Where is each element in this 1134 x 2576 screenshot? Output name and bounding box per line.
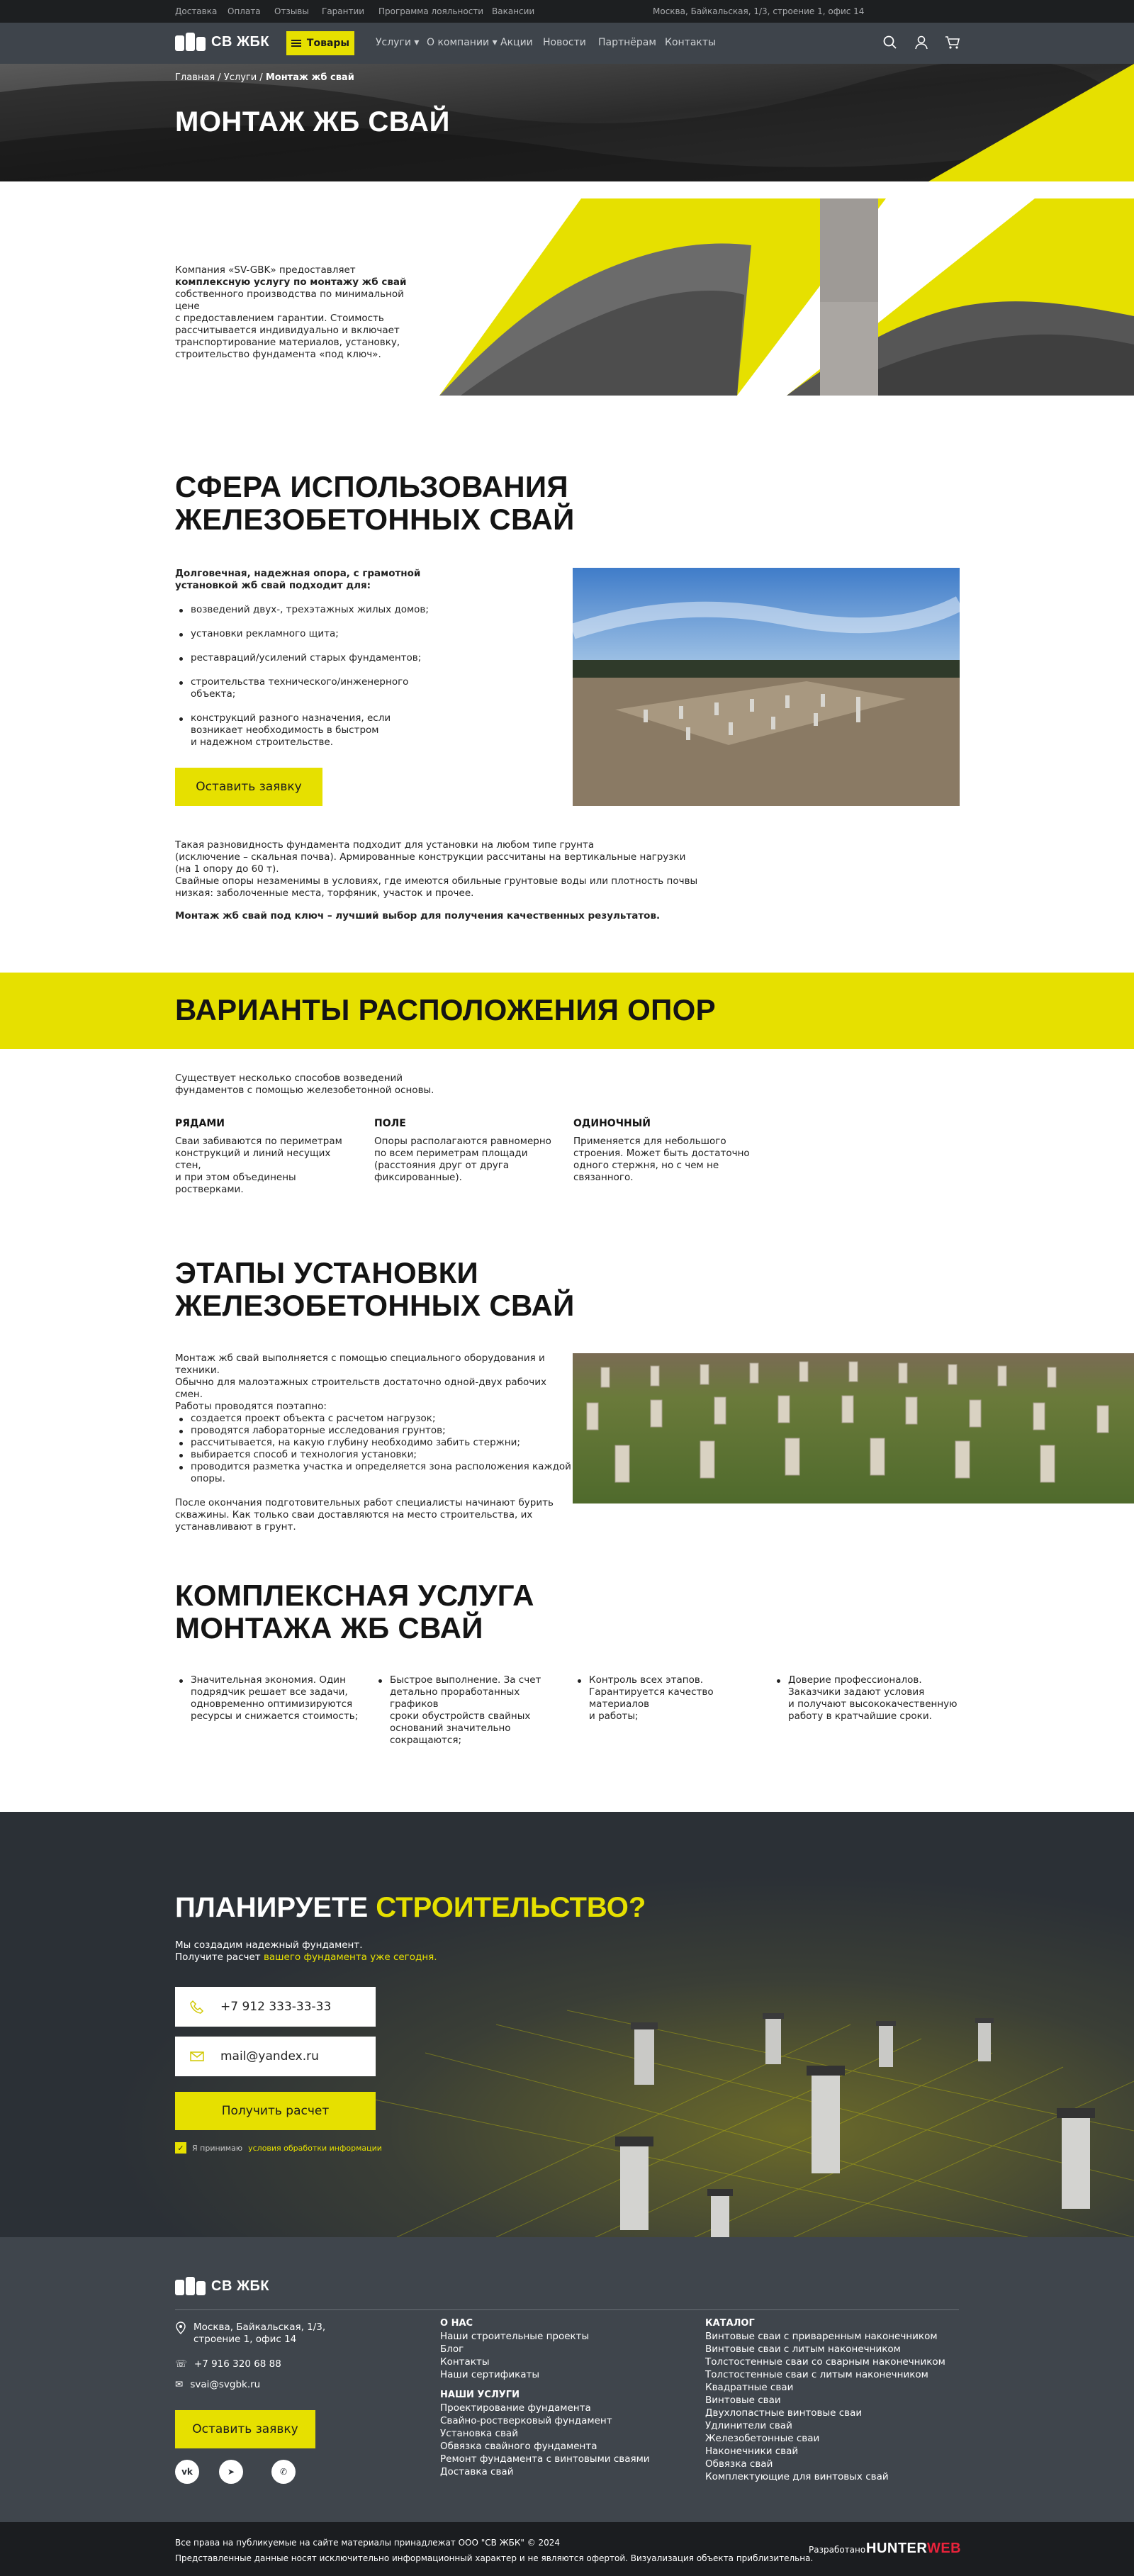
- footer-link[interactable]: Обвязка свайного фундамента: [440, 2441, 597, 2452]
- variant-column: [175, 1118, 359, 1196]
- stages-line: скважины. Как только сваи доставляются на место строительства, их: [175, 1509, 533, 1521]
- variants-title: ВАРИАНТЫ РАСПОЛОЖЕНИЯ ОПОР: [175, 993, 716, 1026]
- complex-item: [374, 1674, 564, 1747]
- list-item-line: одновременно оптимизируются: [191, 1698, 353, 1710]
- list-item-line: ресурсы и снижается стоимость;: [191, 1710, 359, 1722]
- list-item-line: работу в кратчайшие сроки.: [788, 1710, 932, 1722]
- scope-paragraph-line: низкая: заболоченные места, торфяник, участок и прочее.: [175, 887, 474, 899]
- footer-about-column: [440, 2318, 653, 2478]
- footer-phone[interactable]: [175, 2358, 281, 2370]
- scope-title-line: СФЕРА ИСПОЛЬЗОВАНИЯ: [175, 470, 568, 503]
- email-field[interactable]: [175, 2037, 376, 2076]
- list-item-line: Доверие профессионалов.: [788, 1674, 922, 1686]
- variant-heading: ПОЛЕ: [374, 1118, 406, 1129]
- hero-background-image: [0, 64, 1134, 181]
- copyright: Все права на публикуемые на сайте материалы принадлежат ООО "СВ ЖБК" © 2024: [175, 2538, 561, 2548]
- intro-text: [175, 264, 430, 361]
- complex-title-line: МОНТАЖА ЖБ СВАЙ: [175, 1611, 483, 1645]
- footer-link[interactable]: Установка свай: [440, 2428, 518, 2439]
- topbar-link-payment[interactable]: Оплата: [228, 6, 261, 16]
- cta-subtitle: [175, 1939, 437, 1964]
- scope-paragraph: [175, 839, 714, 900]
- list-item: [175, 628, 459, 640]
- list-item-line: оснований значительно: [390, 1723, 511, 1734]
- nav-services[interactable]: [376, 37, 419, 48]
- scope-title: [175, 471, 671, 536]
- list-item: [573, 1674, 763, 1723]
- stages-title-line: ЭТАПЫ УСТАНОВКИ: [175, 1256, 479, 1289]
- scope-paragraph-line: Такая разновидность фундамента подходит для установки на любом типе грунта: [175, 839, 595, 851]
- breadcrumb-separator: /: [218, 72, 224, 83]
- footer-link[interactable]: Железобетонные сваи: [705, 2433, 820, 2444]
- logo-text: СВ ЖБК: [211, 33, 270, 50]
- scope-photo: [573, 568, 960, 806]
- stages-line: устанавливают в грунт.: [175, 1521, 296, 1533]
- nav-about-label: О компании: [427, 37, 490, 48]
- variant-column: [374, 1118, 558, 1184]
- topbar-address: Москва, Байкальская, 1/3, строение 1, офис 14: [653, 6, 865, 16]
- variant-line: связанного.: [573, 1172, 634, 1183]
- intro-illustration: [439, 196, 1134, 397]
- scope-request-button[interactable]: Оставить заявку: [175, 768, 322, 806]
- topbar-link-reviews[interactable]: Отзывы: [274, 6, 309, 16]
- footer-email-value: svai@svgbk.ru: [190, 2379, 261, 2390]
- variants-intro: [175, 1073, 459, 1097]
- intro-line: Компания «SV-GBK» предоставляет: [175, 264, 356, 276]
- breadcrumb-separator: /: [259, 72, 266, 83]
- scope-paragraph-line: (исключение – скальная почва). Армированные конструкции рассчитаны на вертикальные нагрузки: [175, 851, 686, 863]
- topbar-link-guarantees[interactable]: Гарантии: [322, 6, 365, 16]
- cta-subtitle-line: Мы создадим надежный фундамент.: [175, 1939, 363, 1951]
- variants-banner: [0, 973, 1134, 1049]
- footer-services-head: НАШИ УСЛУГИ: [440, 2390, 520, 2400]
- mail-icon: [189, 2049, 205, 2064]
- variant-line: фиксированные).: [374, 1172, 462, 1183]
- list-item-line: строительства технического/инженерного: [191, 676, 409, 688]
- developed-label: Разработано: [809, 2545, 866, 2555]
- page-title: МОНТАЖ ЖБ СВАЙ: [175, 106, 450, 138]
- stages-list: [175, 1413, 572, 1485]
- nav-promotions[interactable]: Акции: [500, 37, 533, 48]
- cta-title-white: ПЛАНИРУЕТЕ: [175, 1892, 369, 1923]
- intro-line: собственного производства по минимальной цене: [175, 289, 404, 312]
- footer-logo-text: СВ ЖБК: [211, 2278, 270, 2294]
- complex-title-line: КОМПЛЕКСНАЯ УСЛУГА: [175, 1579, 534, 1612]
- whatsapp-icon[interactable]: ✆: [271, 2460, 296, 2484]
- footer-address: [175, 2322, 325, 2346]
- bottom-bar: [0, 2522, 1134, 2576]
- footer-link[interactable]: Доставка свай: [440, 2466, 514, 2477]
- footer-link[interactable]: Толстостенные сваи с литым наконечником: [705, 2369, 928, 2380]
- list-item: [175, 1437, 572, 1449]
- stages-title: [175, 1257, 671, 1322]
- variants-intro-line: фундаментов с помощью железобетонной основы.: [175, 1085, 434, 1096]
- developer-logo-part: WEB: [926, 2541, 962, 2556]
- scope-lead-line: Долговечная, надежная опора, с грамотной: [175, 568, 421, 579]
- consent-label: Я принимаю: [192, 2143, 243, 2153]
- footer-link[interactable]: Обвязка свай: [705, 2458, 773, 2470]
- footer-catalog-head: КАТАЛОГ: [705, 2318, 755, 2329]
- top-bar: [0, 0, 1134, 23]
- logo-mark-icon: [175, 33, 206, 51]
- list-item-line: возникает необходимость в быстром: [191, 724, 379, 736]
- telegram-icon[interactable]: ➤: [219, 2460, 243, 2484]
- list-item-line: и работы;: [589, 1710, 639, 1722]
- topbar-link-vacancies[interactable]: Вакансии: [492, 6, 535, 16]
- complex-item: [175, 1674, 365, 1723]
- list-item-line: Быстрое выполнение. За счет: [390, 1674, 541, 1686]
- stages-line: После окончания подготовительных работ специалисты начинают бурить: [175, 1497, 554, 1508]
- list-item: [175, 604, 459, 616]
- intro-line: строительство фундамента «под ключ».: [175, 349, 381, 360]
- intro-line: рассчитывается индивидуально и включает: [175, 325, 400, 336]
- intro-line: с предоставлением гарантии. Стоимость: [175, 313, 384, 324]
- complex-item: [573, 1674, 763, 1723]
- variant-line: Опоры располагаются равномерно: [374, 1136, 551, 1147]
- scope-lead-line: установкой жб свай подходит для:: [175, 580, 371, 591]
- cta-subtitle-highlight: вашего фундамента уже сегодня.: [263, 1951, 437, 1963]
- list-item-line: сокращаются;: [390, 1735, 461, 1746]
- variant-line: одного стержня, но с чем не: [573, 1160, 719, 1171]
- consent-checkbox[interactable]: ✓: [175, 2142, 186, 2154]
- stages-text: [175, 1353, 572, 1533]
- goods-button[interactable]: [286, 31, 354, 55]
- variant-line: и при этом объединены: [175, 1172, 296, 1183]
- footer-about-head: О НАС: [440, 2318, 473, 2329]
- list-item: [773, 1674, 962, 1723]
- complex-item: [773, 1674, 962, 1723]
- nav-contacts[interactable]: Контакты: [665, 37, 717, 48]
- variants-intro-line: Существует несколько способов возведений: [175, 1073, 403, 1084]
- user-icon[interactable]: [911, 33, 931, 52]
- footer-link[interactable]: Контакты: [440, 2356, 490, 2368]
- location-icon: [175, 2322, 186, 2334]
- site-header: [0, 23, 1134, 64]
- consent-row: [175, 2142, 382, 2154]
- scope-paragraph-line: Свайные опоры незаменимы в условиях, где имеются обильные грунтовые воды или плотность почвы: [175, 875, 698, 887]
- footer-link[interactable]: Двухлопастные винтовые сваи: [705, 2407, 863, 2419]
- list-item: [175, 1461, 572, 1485]
- footer-link[interactable]: Ремонт фундамента с винтовыми сваями: [440, 2453, 650, 2465]
- developer-logo[interactable]: [866, 2541, 961, 2557]
- footer-link[interactable]: Удлинители свай: [705, 2420, 792, 2431]
- list-item-line: Гарантируется качество материалов: [589, 1686, 714, 1710]
- list-item-line: Значительная экономия. Один: [191, 1674, 346, 1686]
- vk-icon[interactable]: vk: [175, 2460, 199, 2484]
- intro-line: транспортирование материалов, установку,: [175, 337, 400, 348]
- list-item: [175, 652, 459, 664]
- site-footer: [0, 2237, 1134, 2522]
- list-item: [175, 1674, 365, 1723]
- list-item: [175, 676, 459, 700]
- search-icon[interactable]: [880, 33, 900, 52]
- stages-line: Монтаж жб свай выполняется с помощью специального оборудования и техники.: [175, 1353, 545, 1376]
- scope-lead: [175, 568, 444, 592]
- scope-title-line: ЖЕЛЕЗОБЕТОННЫХ СВАЙ: [175, 503, 575, 536]
- disclaimer: Представленные данные носят исключительно информационный характер и не являются офертой. Визуализация объекта приблизительна.: [175, 2553, 814, 2563]
- footer-link[interactable]: Блог: [440, 2343, 464, 2355]
- cta-section: [0, 1812, 1134, 2237]
- breadcrumb-services[interactable]: Услуги: [223, 72, 257, 83]
- cta-title: [175, 1892, 646, 1924]
- nav-news[interactable]: Новости: [543, 37, 586, 48]
- scope-conclusion: Монтаж жб свай под ключ – лучший выбор для получения качественных результатов.: [175, 910, 661, 922]
- variant-line: Сваи забиваются по периметрам: [175, 1136, 342, 1147]
- list-item-line: создается проект объекта с расчетом нагрузок;: [191, 1413, 436, 1424]
- chevron-down-icon: ▾: [410, 37, 420, 48]
- variant-line: Применяется для небольшого: [573, 1136, 726, 1147]
- footer-catalog-column: [705, 2318, 960, 2483]
- list-item-line: Контроль всех этапов.: [589, 1674, 704, 1686]
- list-item: [175, 1449, 572, 1461]
- developer-logo-part: HUNTER: [866, 2541, 927, 2556]
- cart-icon[interactable]: [943, 33, 962, 52]
- list-item-line: опоры.: [191, 1473, 225, 1484]
- list-item-line: объекта;: [191, 688, 236, 700]
- nav-about[interactable]: [427, 37, 498, 48]
- scope-paragraph-line: (на 1 опору до 60 т).: [175, 863, 279, 875]
- list-item: [374, 1674, 564, 1747]
- list-item-line: возведений двух-, трехэтажных жилых домов;: [191, 604, 429, 615]
- list-item: [175, 1413, 572, 1425]
- list-item-line: проводится разметка участка и определяется зона расположения каждой: [191, 1461, 571, 1472]
- variant-column: [573, 1118, 758, 1184]
- list-item-line: детально проработанных графиков: [390, 1686, 520, 1710]
- phone-icon: [189, 1999, 205, 2015]
- list-item-line: подрядчик решает все задачи,: [191, 1686, 348, 1698]
- list-item-line: реставраций/усилений старых фундаментов;: [191, 652, 422, 663]
- variant-line: по всем периметрам площади: [374, 1148, 528, 1159]
- stages-photo: [573, 1353, 1134, 1503]
- variant-line: конструкций и линий несущих стен,: [175, 1148, 331, 1171]
- footer-link[interactable]: Наконечники свай: [705, 2446, 799, 2457]
- phone-field-value: +7 912 333-33-33: [220, 2000, 332, 2014]
- list-item-line: сроки обустройств свайных: [390, 1710, 531, 1722]
- list-item-line: выбирается способ и технология установки;: [191, 1449, 417, 1460]
- footer-email[interactable]: [175, 2379, 260, 2391]
- footer-link[interactable]: Квадратные сваи: [705, 2382, 794, 2393]
- footer-address-line: Москва, Байкальская, 1/3,: [193, 2322, 326, 2333]
- footer-logo[interactable]: [175, 2277, 269, 2295]
- footer-link[interactable]: Комплектующие для винтовых свай: [705, 2471, 889, 2482]
- topbar-link-delivery[interactable]: Доставка: [175, 6, 218, 16]
- stages-line: Обычно для малоэтажных строительств достаточно одной-двух рабочих смен.: [175, 1377, 547, 1400]
- email-field-value: mail@yandex.ru: [220, 2049, 319, 2063]
- chevron-down-icon: ▾: [489, 37, 498, 48]
- logo-mark-icon: [175, 2277, 206, 2295]
- intro-bold: комплексную услугу по монтажу жб свай: [175, 276, 407, 288]
- list-item: [175, 712, 459, 749]
- variant-heading: РЯДАМИ: [175, 1118, 225, 1129]
- hero-banner: [0, 64, 1134, 181]
- variant-heading: ОДИНОЧНЫЙ: [573, 1118, 651, 1129]
- footer-link[interactable]: Наши строительные проекты: [440, 2331, 590, 2342]
- scope-list: [175, 604, 459, 749]
- footer-link[interactable]: Винтовые сваи с литым наконечником: [705, 2343, 901, 2355]
- footer-link[interactable]: Свайно-ростверковый фундамент: [440, 2415, 612, 2426]
- footer-phone-value: +7 916 320 68 88: [193, 2358, 281, 2370]
- cta-background-image: [0, 1812, 1134, 2237]
- footer-link[interactable]: Толстостенные сваи со сварным наконечником: [705, 2356, 945, 2368]
- footer-address-line: строение 1, офис 14: [193, 2334, 297, 2345]
- cta-subtitle-prefix: Получите расчет: [175, 1951, 261, 1963]
- mail-icon: ✉: [175, 2379, 184, 2390]
- list-item-line: установки рекламного щита;: [191, 628, 339, 639]
- list-item-line: рассчитывается, на какую глубину необходимо забить стержни;: [191, 1437, 520, 1448]
- get-estimate-button[interactable]: Получить расчет: [175, 2092, 376, 2130]
- list-item-line: и надежном строительстве.: [191, 737, 334, 748]
- nav-partners[interactable]: Партнёрам: [598, 37, 656, 48]
- list-item-line: и получают высококачественную: [788, 1698, 958, 1710]
- stages-line: Работы проводятся поэтапно:: [175, 1401, 327, 1412]
- footer-request-button[interactable]: Оставить заявку: [175, 2410, 315, 2448]
- phone-icon: ☏: [175, 2358, 187, 2370]
- complex-title: [175, 1579, 671, 1645]
- list-item-line: проводятся лабораторные исследования грунтов;: [191, 1425, 446, 1436]
- cta-title-yellow: СТРОИТЕЛЬСТВО?: [376, 1892, 646, 1923]
- variant-line: строения. Может быть достаточно: [573, 1148, 750, 1159]
- list-item-line: конструкций разного назначения, если: [191, 712, 391, 724]
- burger-icon: [291, 40, 301, 47]
- list-item: [175, 1425, 572, 1437]
- breadcrumb-home[interactable]: Главная: [175, 72, 215, 83]
- breadcrumb: [175, 72, 354, 83]
- footer-link[interactable]: Наши сертификаты: [440, 2369, 540, 2380]
- breadcrumb-current: Монтаж жб свай: [265, 72, 354, 83]
- consent-link[interactable]: условия обработки информации: [248, 2143, 382, 2153]
- goods-button-label: Товары: [306, 38, 350, 49]
- stages-title-line: ЖЕЛЕЗОБЕТОННЫХ СВАЙ: [175, 1289, 575, 1322]
- site-logo[interactable]: [175, 33, 269, 51]
- nav-services-label: Услуги: [376, 37, 411, 48]
- topbar-link-loyalty[interactable]: Программа лояльности: [378, 6, 484, 16]
- variant-line: ростверками.: [175, 1184, 244, 1195]
- phone-field[interactable]: [175, 1987, 376, 2027]
- variant-line: (расстояния друг от друга: [374, 1160, 510, 1171]
- footer-divider: [175, 2309, 959, 2310]
- footer-link[interactable]: Винтовые сваи с приваренным наконечником: [705, 2331, 938, 2342]
- footer-link[interactable]: Винтовые сваи: [705, 2395, 781, 2406]
- list-item-line: Заказчики задают условия: [788, 1686, 925, 1698]
- footer-link[interactable]: Проектирование фундамента: [440, 2402, 591, 2414]
